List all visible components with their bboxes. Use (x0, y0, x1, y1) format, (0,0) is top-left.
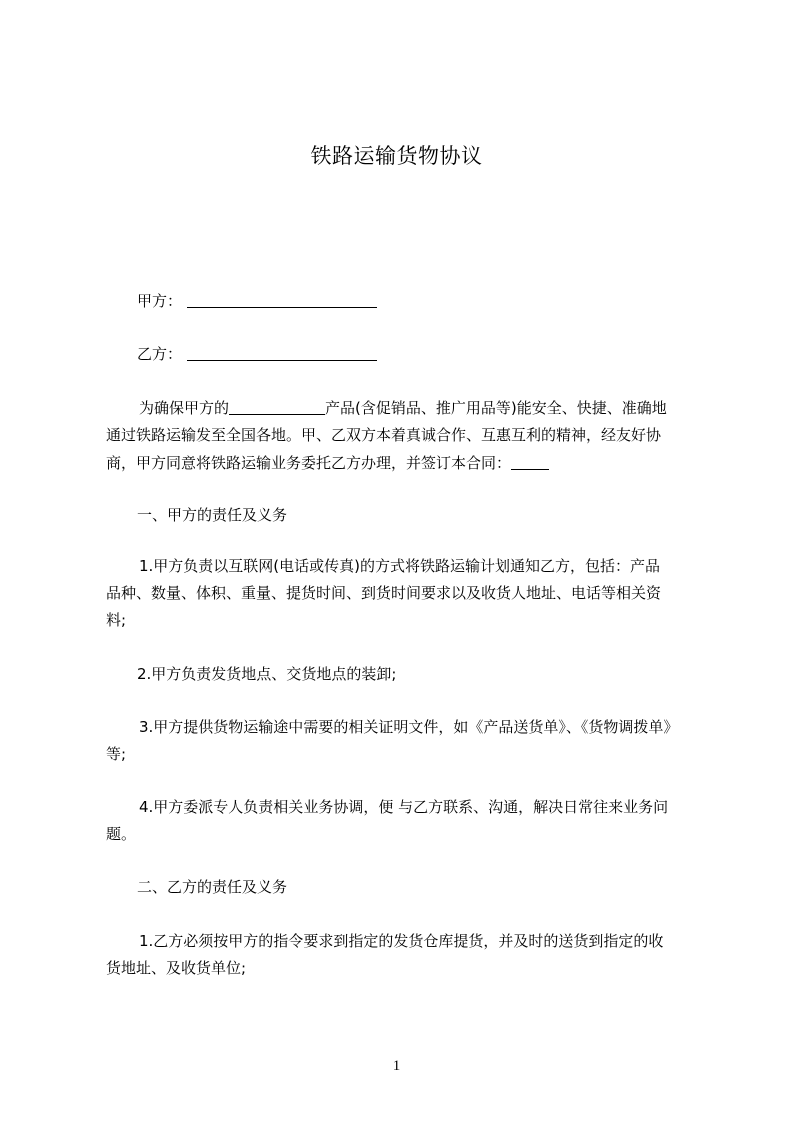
section-1-item-4-line-1: 4.甲方委派专人负责相关业务协调，便 与乙方联系、沟通，解决日常往来业务问 (139, 798, 669, 816)
party-a-label: 甲方： (137, 292, 183, 310)
section-1-item-1-line-1: 1.甲方负责以互联网(电话或传真)的方式将铁路运输计划通知乙方，包括：产品 (139, 557, 661, 575)
intro-line-1-after: 产品(含促销品、推广用品等)能安全、快捷、准确地 (325, 399, 667, 417)
party-b-blank-line (187, 360, 377, 361)
intro-line-1-before: 为确保甲方的 (139, 399, 230, 417)
section-2-heading: 二、乙方的责任及义务 (137, 878, 288, 896)
intro-paragraph-line-1 (139, 398, 667, 418)
section-2-item-1-line-2: 货地址、及收货单位; (106, 959, 247, 977)
section-1-item-1-line-2: 品种、数量、体积、重量、提货时间、到货时间要求以及收货人地址、电话等相关资 (106, 584, 662, 602)
section-1-item-4-line-2: 题。 (106, 825, 137, 843)
section-1-item-3-line-2: 等; (106, 745, 127, 763)
product-name-blank-line (229, 414, 325, 415)
intro-paragraph-line-3 (106, 453, 549, 473)
page-number: 1 (392, 1058, 401, 1074)
section-1-item-3-line-1: 3.甲方提供货物运输途中需要的相关证明文件，如《产品送货单》、《货物调拨单》 (139, 718, 679, 736)
intro-line-3-text: 商，甲方同意将铁路运输业务委托乙方办理，并签订本合同： (106, 454, 512, 472)
party-b-label: 乙方： (137, 345, 183, 363)
section-1-heading: 一、甲方的责任及义务 (137, 506, 288, 524)
section-2-item-1-line-1: 1.乙方必须按甲方的指令要求到指定的发货仓库提货，并及时的送货到指定的收 (139, 932, 664, 950)
party-a-blank-line (187, 307, 377, 308)
intro-paragraph-line-2: 通过铁路运输发至全国各地。甲、乙双方本着真诚合作、互惠互利的精神，经友好协 (106, 426, 662, 444)
section-1-item-2: 2.甲方负责发货地点、交货地点的装卸; (137, 665, 397, 683)
signature-blank-line (511, 469, 549, 470)
document-title: 铁路运输货物协议 (310, 144, 483, 168)
section-1-item-1-line-3: 料; (106, 611, 127, 629)
